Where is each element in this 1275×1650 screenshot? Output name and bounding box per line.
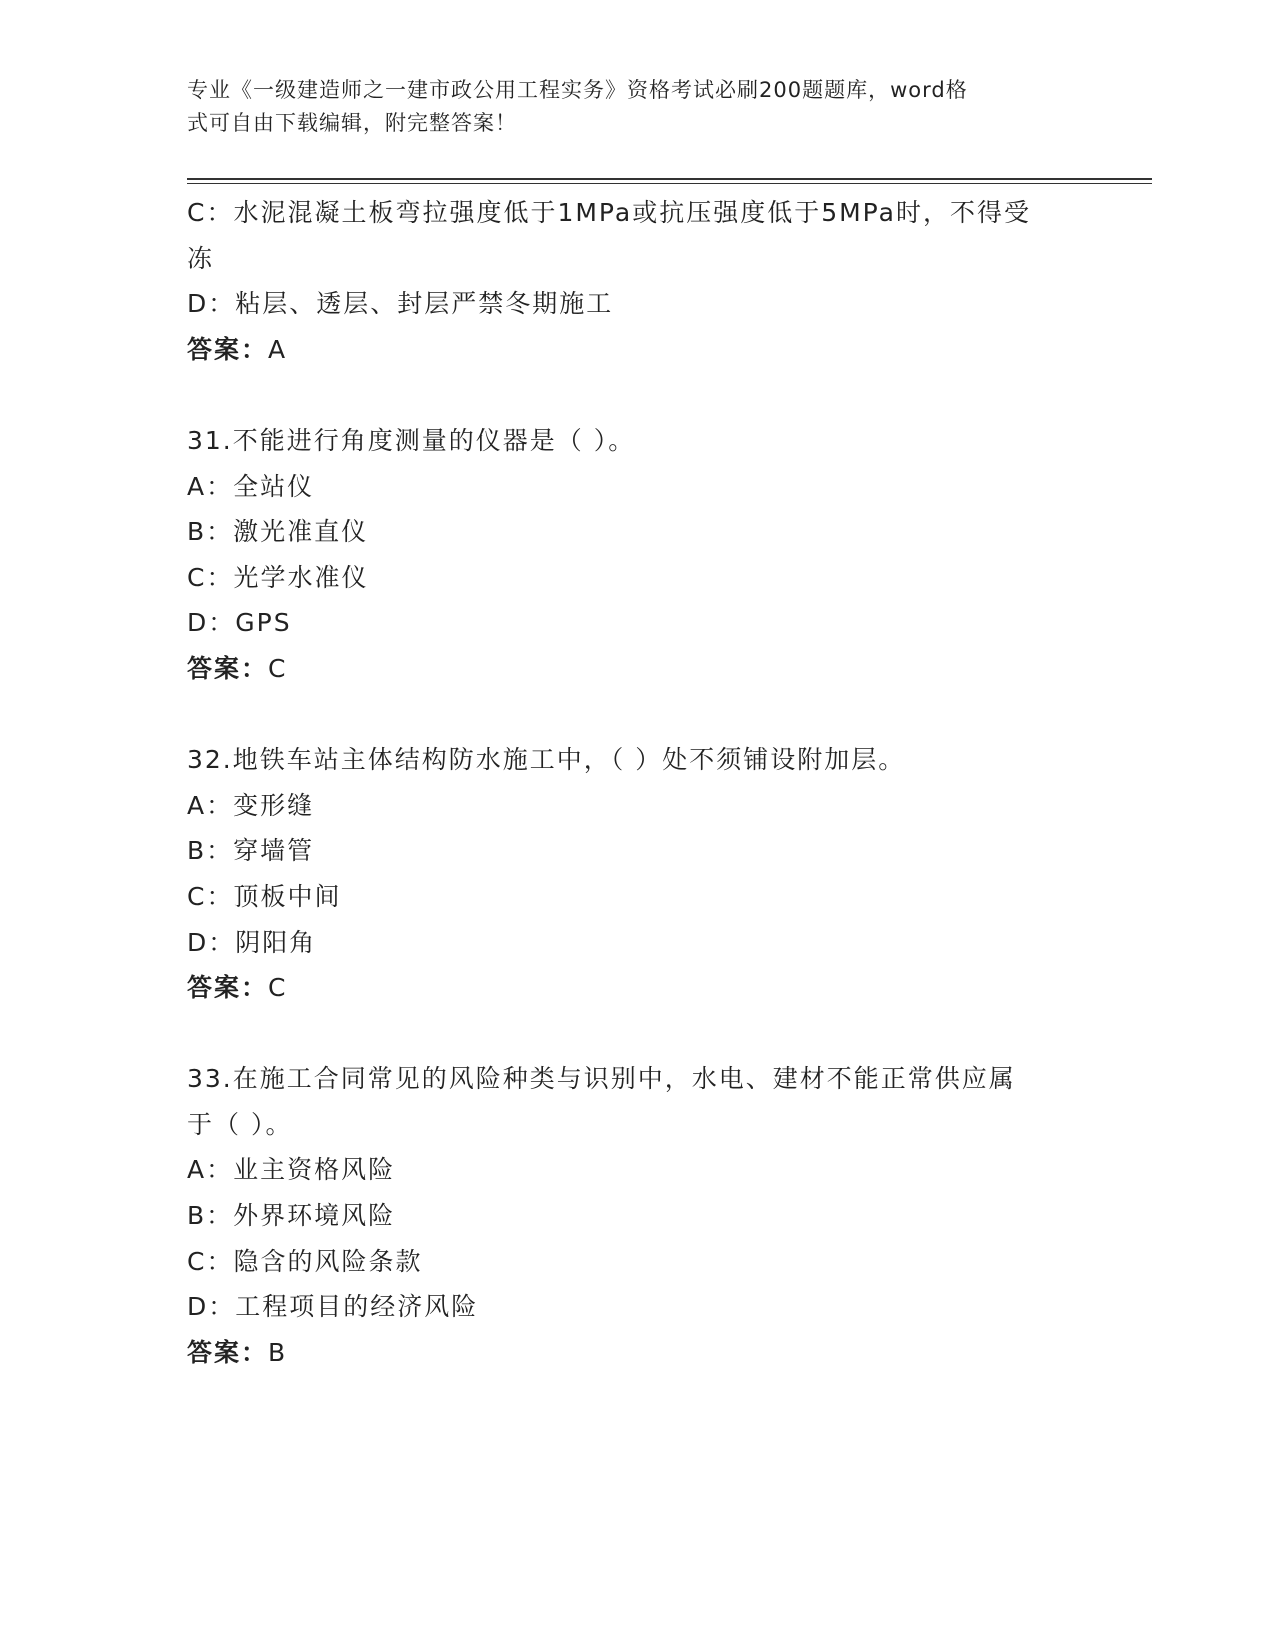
q32-option-b: B：穿墙管 [187, 836, 315, 866]
q30-option-c-line2: 冻 [187, 243, 215, 273]
q33-option-a: A：业主资格风险 [187, 1155, 396, 1185]
q33-option-b: B：外界环境风险 [187, 1201, 396, 1231]
q33-answer [187, 1330, 1077, 1376]
q33-option-c: C：隐含的风险条款 [187, 1246, 423, 1276]
answer-label: 答案： [187, 653, 269, 683]
answer-label: 答案： [187, 1337, 269, 1367]
question-32-block [187, 737, 1077, 1011]
q31-option-a: A：全站仪 [187, 471, 315, 501]
question-30-block [187, 190, 1077, 372]
spacer [187, 692, 1077, 738]
answer-label: 答案： [187, 973, 269, 1003]
question-33-block [187, 1056, 1077, 1375]
q32-option-a: A：变形缝 [187, 790, 315, 820]
question-content [187, 190, 1077, 1375]
question-31-block [187, 418, 1077, 692]
spacer [187, 1011, 1077, 1057]
header-divider-thin [187, 183, 1152, 184]
answer-value: B [268, 1337, 288, 1367]
q31-option-c: C：光学水准仪 [187, 562, 369, 592]
q30-answer [187, 327, 1077, 373]
header-line-2: 式可自由下载编辑，附完整答案！ [187, 111, 517, 135]
header-divider-thick [187, 178, 1152, 180]
answer-value: C [268, 973, 288, 1003]
q30-option-c-line1: C：水泥混凝土板弯拉强度低于1MPa或抗压强度低于5MPa时，不得受 [187, 198, 1031, 227]
q33-question-line1: 33.在施工合同常见的风险种类与识别中，水电、建材不能正常供应属 [187, 1064, 1016, 1094]
answer-value: C [268, 653, 288, 683]
q31-answer [187, 646, 1077, 692]
q32-question: 32.地铁车站主体结构防水施工中，（ ）处不须铺设附加层。 [187, 745, 906, 775]
q31-question: 31.不能进行角度测量的仪器是（ ）。 [187, 425, 636, 455]
q31-option-d: D：GPS [187, 608, 292, 638]
q30-option-d: D：粘层、透层、封层严禁冬期施工 [187, 289, 614, 319]
q31-option-b: B：激光准直仪 [187, 517, 369, 547]
header-line-1: 专业《一级建造师之一建市政公用工程实务》资格考试必刷200题题库，word格 [187, 78, 968, 102]
document-header [187, 74, 1067, 140]
q32-answer [187, 965, 1077, 1011]
spacer [187, 372, 1077, 418]
q32-option-c: C：顶板中间 [187, 881, 342, 911]
q33-question-line2: 于（ ）。 [187, 1109, 293, 1139]
answer-value: A [268, 334, 288, 364]
q33-option-d: D：工程项目的经济风险 [187, 1292, 479, 1322]
q32-option-d: D：阴阳角 [187, 927, 317, 957]
answer-label: 答案： [187, 334, 269, 364]
